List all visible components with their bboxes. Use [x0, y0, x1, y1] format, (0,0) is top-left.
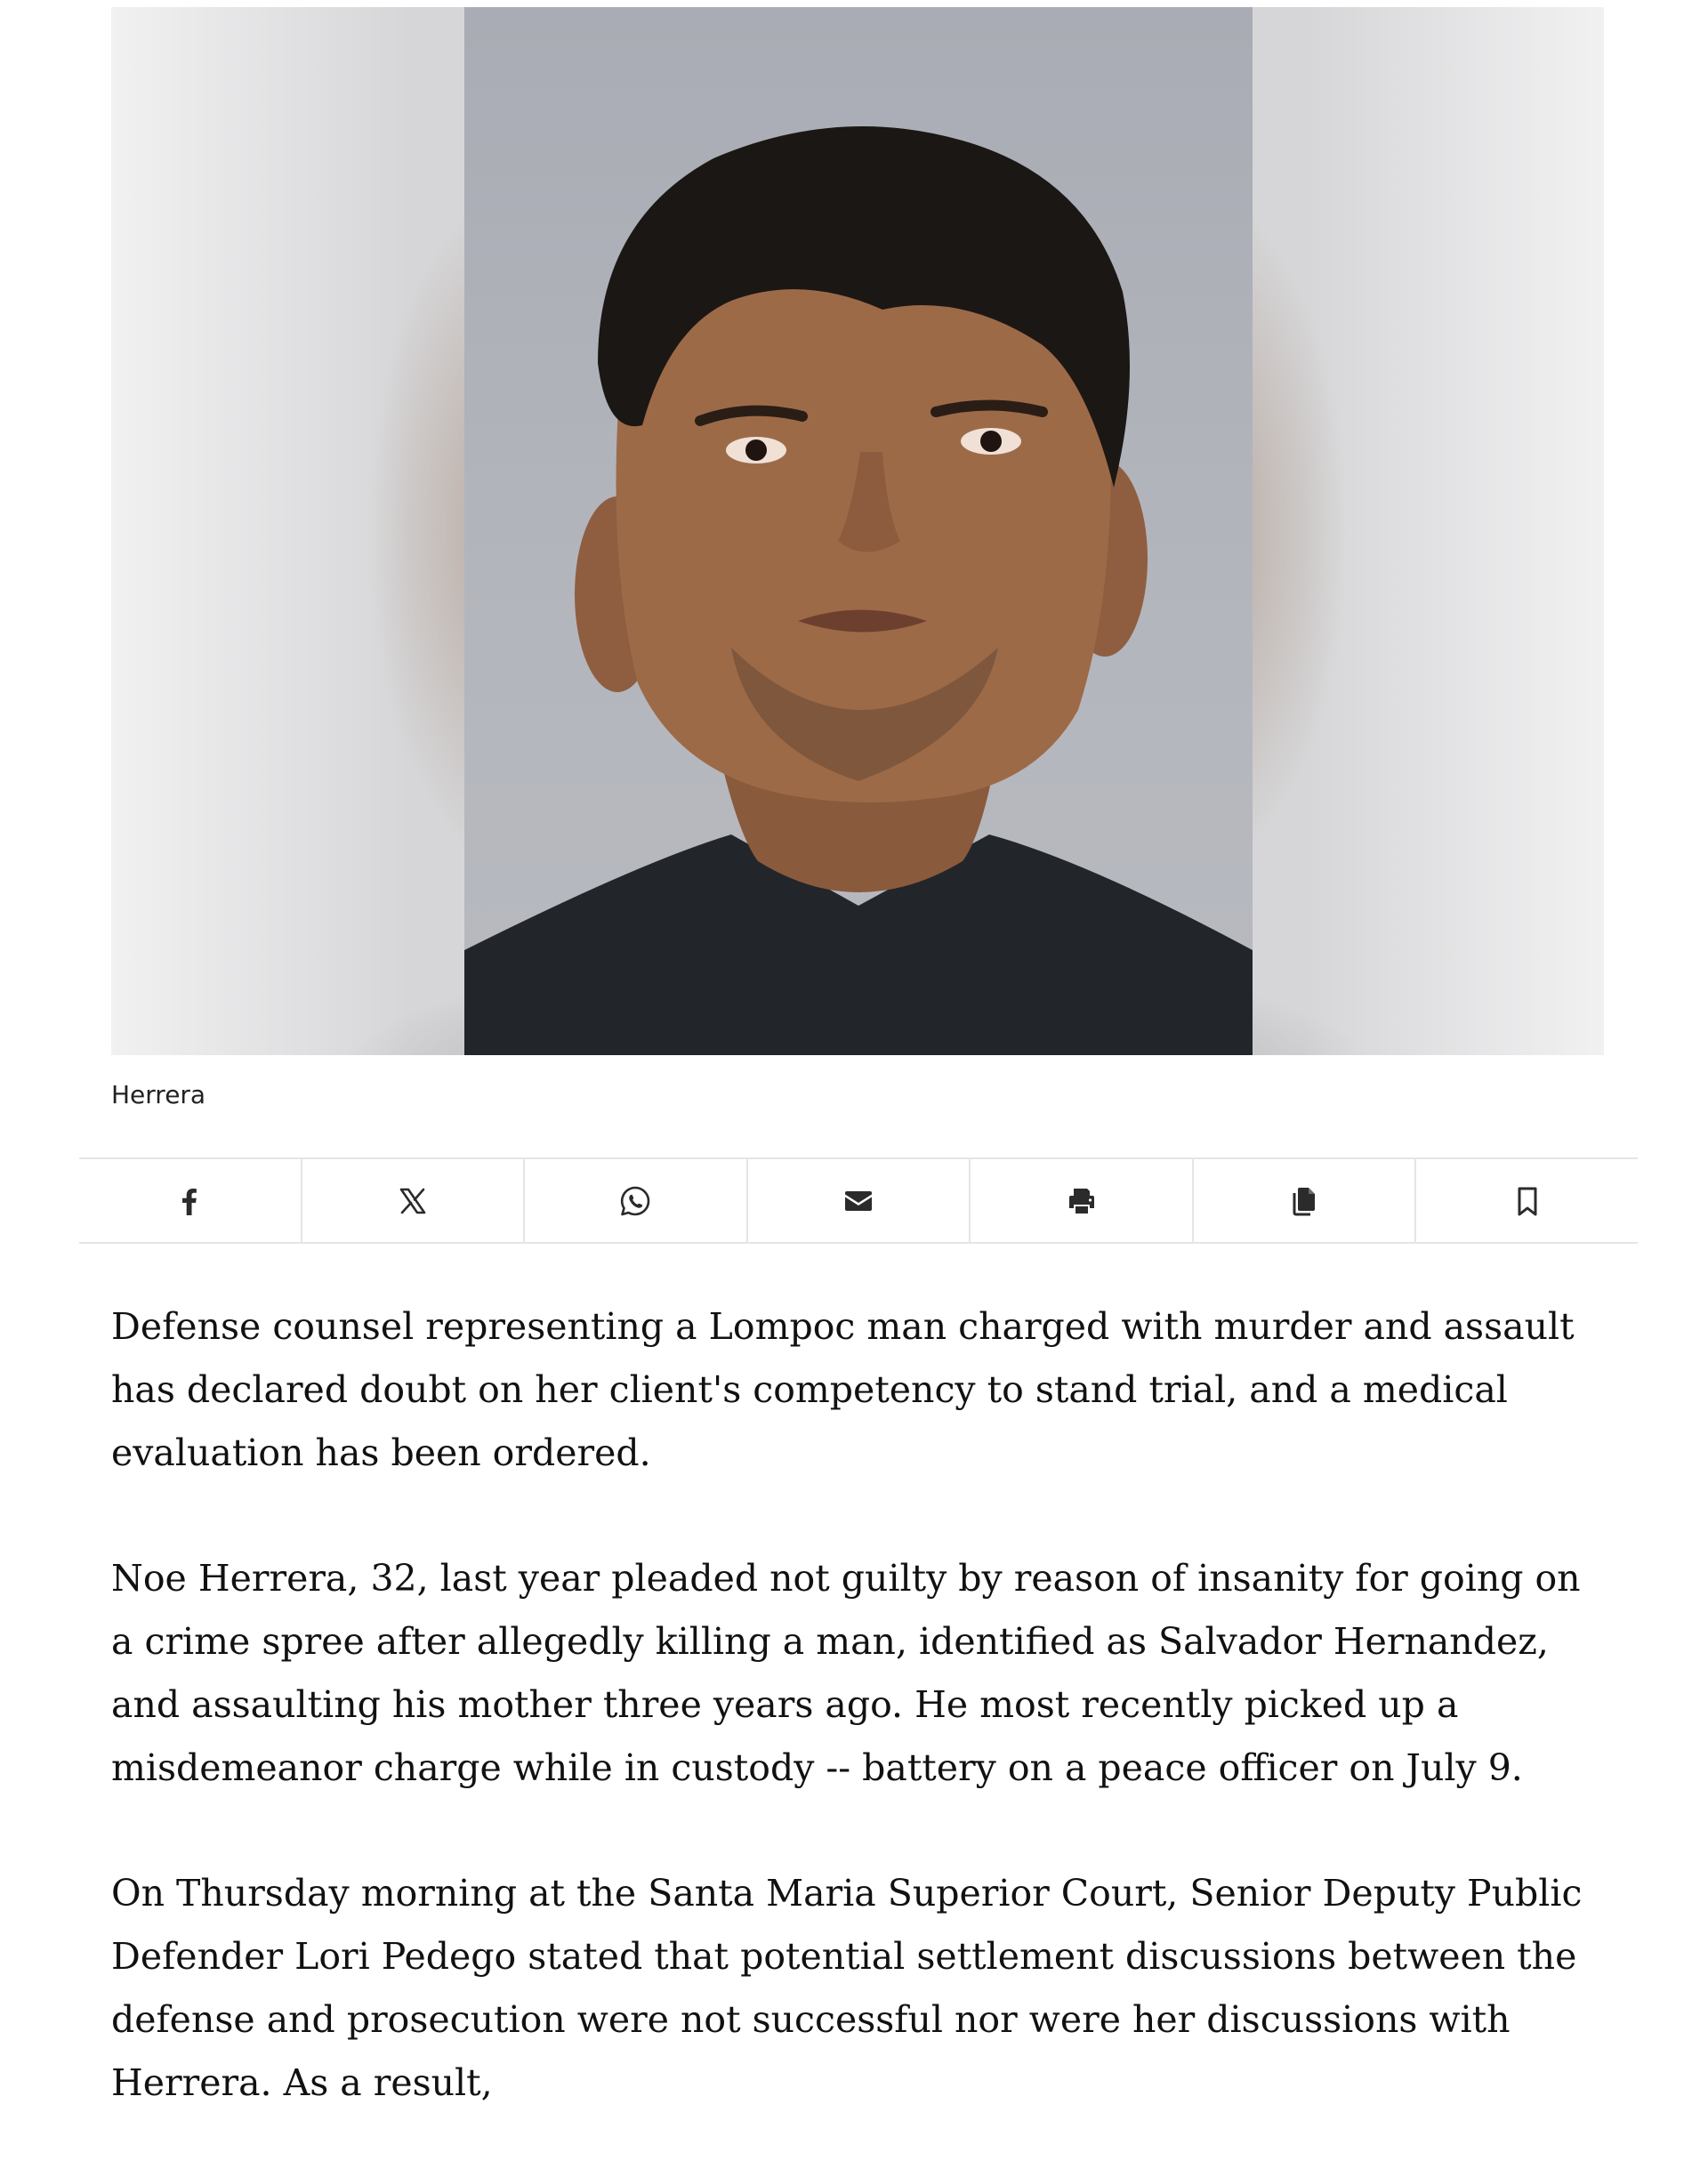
article-paragraph: Defense counsel representing a Lompoc man charged with murder and assault has declared doubt on her client's competency to stand trial, and a medical evaluation has been ordered.: [111, 1305, 1575, 1474]
article-photo[interactable]: [111, 7, 1604, 1055]
copy-icon: [1286, 1183, 1322, 1219]
email-icon: [841, 1183, 876, 1219]
x-icon: [395, 1183, 431, 1219]
share-whatsapp-button[interactable]: [525, 1159, 748, 1242]
article-paragraph: Noe Herrera, 32, last year pleaded not guilty by reason of insanity for going on a crime spree after allegedly killing a man, identified as Salvador Hernandez, and assaulting his mother three years ago. He most recently picked up a misdemeanor charge while in custody -- battery on a peace officer on July 9.: [111, 1557, 1581, 1789]
share-email-button[interactable]: [748, 1159, 971, 1242]
facebook-icon: [172, 1183, 207, 1219]
whatsapp-icon: [617, 1183, 653, 1219]
article-paragraph: On Thursday morning at the Santa Maria Superior Court, Senior Deputy Public Defender Lori Pedego stated that potential settlement discussions between the defense and prosecution were not successful nor were her discussions with Herrera. As a result,: [111, 1872, 1583, 2104]
share-toolbar: [79, 1157, 1638, 1244]
share-facebook-button[interactable]: [79, 1159, 302, 1242]
copy-link-button[interactable]: [1194, 1159, 1417, 1242]
print-icon: [1064, 1183, 1100, 1219]
photo-caption: Herrera: [111, 1080, 206, 1109]
mugshot-image: [464, 7, 1253, 1055]
share-x-button[interactable]: [302, 1159, 526, 1242]
mugshot-portrait: [464, 7, 1253, 1055]
bookmark-icon: [1510, 1183, 1545, 1219]
print-button[interactable]: [971, 1159, 1194, 1242]
article-body: [111, 1295, 1606, 2177]
bookmark-button[interactable]: [1416, 1159, 1638, 1242]
